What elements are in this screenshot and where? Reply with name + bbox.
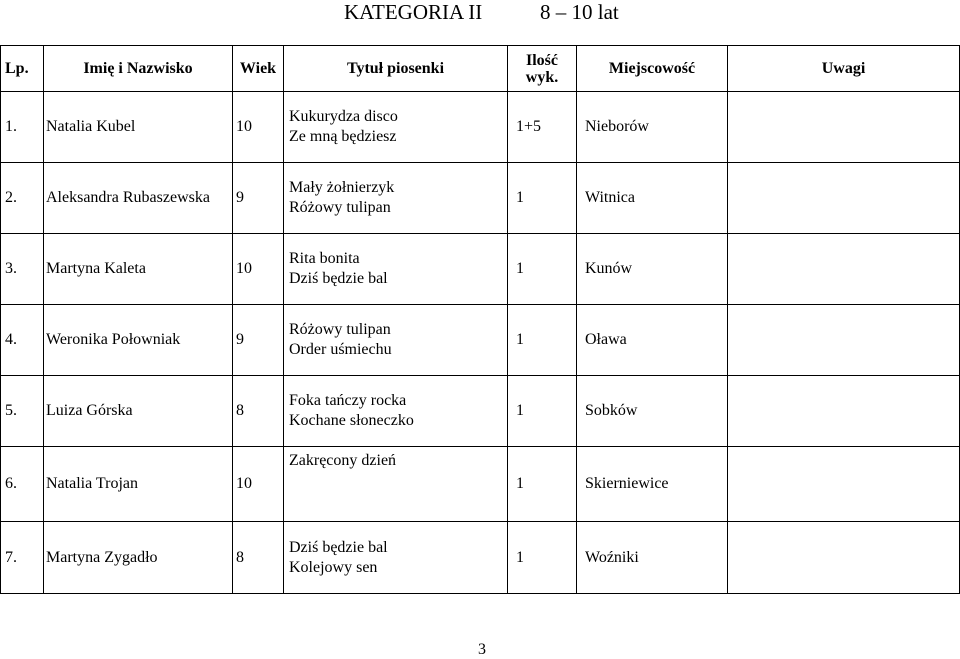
cell-name: Luiza Górska bbox=[44, 376, 233, 447]
song-title-2: Kochane słoneczko bbox=[289, 412, 414, 429]
participants-table bbox=[0, 45, 960, 594]
cell-place: Nieborów bbox=[577, 92, 728, 163]
cell-song bbox=[284, 305, 508, 376]
cell-age: 8 bbox=[233, 522, 284, 594]
song-title-1: Rita bonita bbox=[289, 250, 360, 267]
header-count bbox=[508, 46, 577, 92]
cell-place: Skierniewice bbox=[577, 447, 728, 522]
cell-place: Sobków bbox=[577, 376, 728, 447]
cell-song bbox=[284, 92, 508, 163]
cell-song bbox=[284, 522, 508, 594]
cell-place: Witnica bbox=[577, 163, 728, 234]
header-count-line2: wyk. bbox=[525, 68, 559, 86]
category-label: KATEGORIA II bbox=[344, 0, 483, 24]
song-title-1: Mały żołnierzyk bbox=[289, 179, 395, 196]
cell-notes bbox=[728, 447, 960, 522]
song-title-1: Kukurydza disco bbox=[289, 108, 398, 125]
cell-notes bbox=[728, 376, 960, 447]
cell-count: 1 bbox=[508, 305, 577, 376]
cell-age: 10 bbox=[233, 234, 284, 305]
song-title-2: Różowy tulipan bbox=[289, 199, 391, 216]
song-title-2: Dziś będzie bal bbox=[289, 270, 388, 287]
cell-name: Natalia Trojan bbox=[44, 447, 233, 522]
cell-lp: 4. bbox=[1, 305, 44, 376]
cell-name: Weronika Połowniak bbox=[44, 305, 233, 376]
cell-count: 1 bbox=[508, 447, 577, 522]
cell-lp: 1. bbox=[1, 92, 44, 163]
header-place: Miejscowość bbox=[577, 46, 728, 92]
cell-song bbox=[284, 447, 508, 522]
cell-notes bbox=[728, 92, 960, 163]
cell-notes bbox=[728, 522, 960, 594]
song-title-1: Zakręcony dzień bbox=[289, 452, 397, 469]
cell-place: Oława bbox=[577, 305, 728, 376]
cell-song bbox=[284, 234, 508, 305]
page-title bbox=[0, 0, 960, 26]
page-number: 3 bbox=[478, 641, 486, 658]
cell-place: Woźniki bbox=[577, 522, 728, 594]
header-name: Imię i Nazwisko bbox=[44, 46, 233, 92]
table-row bbox=[1, 163, 960, 234]
table-row bbox=[1, 305, 960, 376]
cell-lp: 7. bbox=[1, 522, 44, 594]
cell-count: 1+5 bbox=[508, 92, 577, 163]
age-range-label: 8 – 10 lat bbox=[540, 0, 619, 24]
cell-place: Kunów bbox=[577, 234, 728, 305]
song-title-2: Order uśmiechu bbox=[289, 341, 392, 358]
cell-lp: 2. bbox=[1, 163, 44, 234]
cell-name: Aleksandra Rubaszewska bbox=[44, 163, 233, 234]
cell-name: Martyna Zygadło bbox=[44, 522, 233, 594]
table-row bbox=[1, 522, 960, 594]
cell-age: 9 bbox=[233, 163, 284, 234]
song-title-2: Ze mną będziesz bbox=[289, 128, 397, 145]
song-title-1: Różowy tulipan bbox=[289, 321, 391, 338]
cell-count: 1 bbox=[508, 234, 577, 305]
cell-lp: 6. bbox=[1, 447, 44, 522]
cell-count: 1 bbox=[508, 522, 577, 594]
cell-age: 10 bbox=[233, 92, 284, 163]
cell-notes bbox=[728, 305, 960, 376]
cell-notes bbox=[728, 163, 960, 234]
cell-age: 8 bbox=[233, 376, 284, 447]
table-row bbox=[1, 447, 960, 522]
cell-count: 1 bbox=[508, 376, 577, 447]
song-title-2: Kolejowy sen bbox=[289, 558, 378, 576]
header-age: Wiek bbox=[233, 46, 284, 92]
cell-count: 1 bbox=[508, 163, 577, 234]
header-song: Tytuł piosenki bbox=[284, 46, 508, 92]
cell-song bbox=[284, 376, 508, 447]
table-row bbox=[1, 92, 960, 163]
cell-name: Martyna Kaleta bbox=[44, 234, 233, 305]
cell-age: 10 bbox=[233, 447, 284, 522]
header-notes: Uwagi bbox=[728, 46, 960, 92]
table-header-row bbox=[1, 46, 960, 92]
cell-age: 9 bbox=[233, 305, 284, 376]
cell-song bbox=[284, 163, 508, 234]
cell-notes bbox=[728, 234, 960, 305]
header-count-line1: Ilość bbox=[526, 51, 558, 69]
cell-name: Natalia Kubel bbox=[44, 92, 233, 163]
table-row bbox=[1, 234, 960, 305]
song-title-1: Foka tańczy rocka bbox=[289, 392, 407, 409]
cell-lp: 3. bbox=[1, 234, 44, 305]
song-title-1: Dziś będzie bal bbox=[289, 538, 388, 556]
table-row bbox=[1, 376, 960, 447]
header-lp: Lp. bbox=[1, 46, 44, 92]
cell-lp: 5. bbox=[1, 376, 44, 447]
